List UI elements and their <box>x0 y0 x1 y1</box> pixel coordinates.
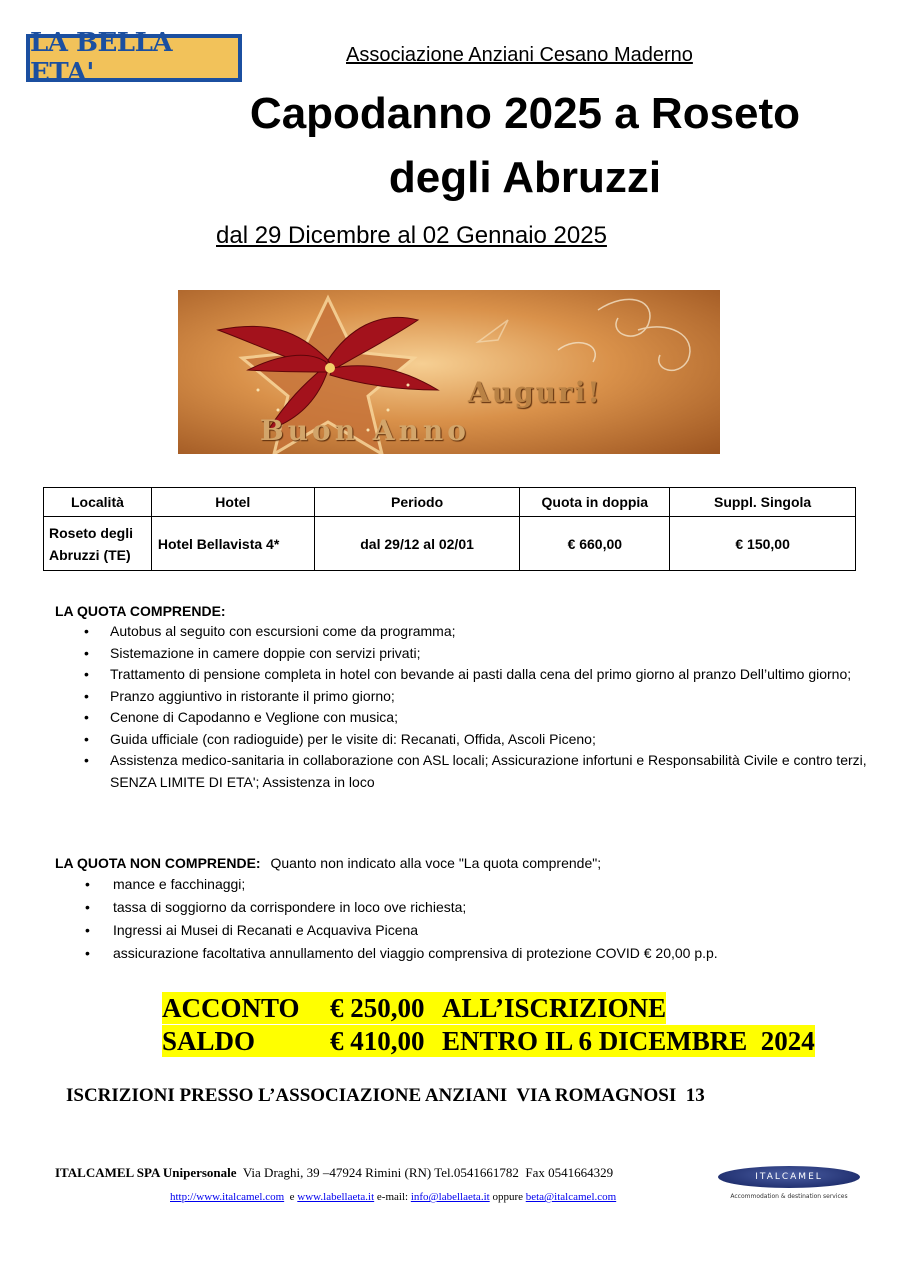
italcamel-link[interactable]: http://www.italcamel.com <box>170 1191 285 1203</box>
association-name: Associazione Anziani Cesano Maderno <box>346 44 693 66</box>
balance-amount: € 410,00 <box>330 1026 425 1056</box>
price-table <box>43 487 856 571</box>
trip-dates: dal 29 Dicembre al 02 Gennaio 2025 <box>216 222 607 249</box>
list-item: • Sistemazione in camere doppie con servizi privati; <box>110 643 870 665</box>
deposit-line <box>162 992 666 1024</box>
header-single-supplement: Suppl. Singola <box>670 488 856 517</box>
new-year-banner-image <box>178 290 720 454</box>
list-item: • Pranzo aggiuntivo in ristorante il primo giorno; <box>110 686 870 708</box>
footer-address: Via Draghi, 39 –47924 Rimini (RN) Tel.0541661782 Fax 0541664329 <box>242 1165 614 1180</box>
table-row <box>44 517 856 571</box>
beta-email-link[interactable]: beta@italcamel.com <box>525 1191 617 1203</box>
footer-links <box>170 1191 616 1203</box>
cell-single-supplement: € 150,00 <box>670 517 856 571</box>
list-item: • Guida ufficiale (con radioguide) per le visite di: Recanati, Offida, Ascoli Piceno; <box>110 729 870 751</box>
title-line-2: degli Abruzzi <box>388 153 662 202</box>
logo-text: LA BELLA ETA' <box>30 38 238 78</box>
includes-list <box>110 621 870 793</box>
cell-hotel: Hotel Bellavista 4* <box>151 517 314 571</box>
la-bella-eta-logo <box>26 28 242 88</box>
list-item: • Trattamento di pensione completa in hotel con bevande ai pasti dalla cena del primo giorno al pranzo Dell’ultimo giorno; <box>110 664 870 686</box>
list-item: • mance e facchinaggi; <box>113 873 718 896</box>
list-item: • tassa di soggiorno da corrispondere in loco ove richiesta; <box>113 896 718 919</box>
includes-title: LA QUOTA COMPRENDE: <box>55 603 226 619</box>
or-text: oppure <box>492 1191 523 1203</box>
deposit-when: ALL’ISCRIZIONE <box>442 993 667 1023</box>
balance-when: ENTRO IL 6 DICEMBRE 2024 <box>442 1026 815 1056</box>
footer-company: ITALCAMEL SPA Unipersonale <box>55 1165 237 1180</box>
cell-location: Roseto degli Abruzzi (TE) <box>44 517 152 571</box>
deposit-amount: € 250,00 <box>330 993 425 1023</box>
deposit-label: ACCONTO <box>162 993 300 1023</box>
balance-line <box>162 1025 815 1057</box>
balance-label: SALDO <box>162 1026 256 1056</box>
banner-greeting-buon-anno: Buon Anno <box>260 414 470 447</box>
list-item: • Assistenza medico-sanitaria in collaborazione con ASL locali; Assicurazione infortuni e Responsabilità Civile e contro terzi, SENZA LIMITE DI ETA'; Assistenza in loco <box>110 750 870 793</box>
header-double-price: Quota in doppia <box>520 488 670 517</box>
header-hotel: Hotel <box>151 488 314 517</box>
list-item: • Cenone di Capodanno e Veglione con musica; <box>110 707 870 729</box>
excludes-heading <box>55 855 718 871</box>
excludes-note: Quanto non indicato alla voce "La quota comprende"; <box>270 855 602 871</box>
includes-section <box>55 603 870 793</box>
table-header-row <box>44 488 856 517</box>
italcamel-logo-text: ITALCAMEL <box>718 1166 860 1188</box>
excludes-section <box>55 855 718 965</box>
list-item: • assicurazione facoltativa annullamento del viaggio comprensiva di protezione COVID € 20,00 p.p. <box>113 942 718 965</box>
email-label: e-mail: <box>376 1191 409 1203</box>
signup-info: ISCRIZIONI PRESSO L’ASSOCIAZIONE ANZIANI VIA ROMAGNOSI 13 <box>66 1085 705 1106</box>
footer-company-line <box>55 1165 613 1181</box>
list-item: • Ingressi ai Musei di Recanati e Acquaviva Picena <box>113 919 718 942</box>
excludes-list <box>113 873 718 965</box>
excludes-title: LA QUOTA NON COMPRENDE: <box>55 855 261 871</box>
list-item: • Autobus al seguito con escursioni come da programma; <box>110 621 870 643</box>
italcamel-logo-tagline: Accommodation & destination services <box>730 1193 848 1200</box>
info-email-link[interactable]: info@labellaeta.it <box>410 1191 490 1203</box>
labellaeta-link[interactable]: www.labellaeta.it <box>297 1191 375 1203</box>
and-text: e <box>289 1191 295 1203</box>
cell-period: dal 29/12 al 02/01 <box>314 517 520 571</box>
page-title <box>170 82 880 210</box>
banner-greeting-auguri: Auguri! <box>468 376 602 409</box>
title-line-1: Capodanno 2025 a Roseto <box>249 89 801 138</box>
header-period: Periodo <box>314 488 520 517</box>
italcamel-logo <box>718 1166 860 1204</box>
cell-double-price: € 660,00 <box>520 517 670 571</box>
header-location: Località <box>44 488 152 517</box>
